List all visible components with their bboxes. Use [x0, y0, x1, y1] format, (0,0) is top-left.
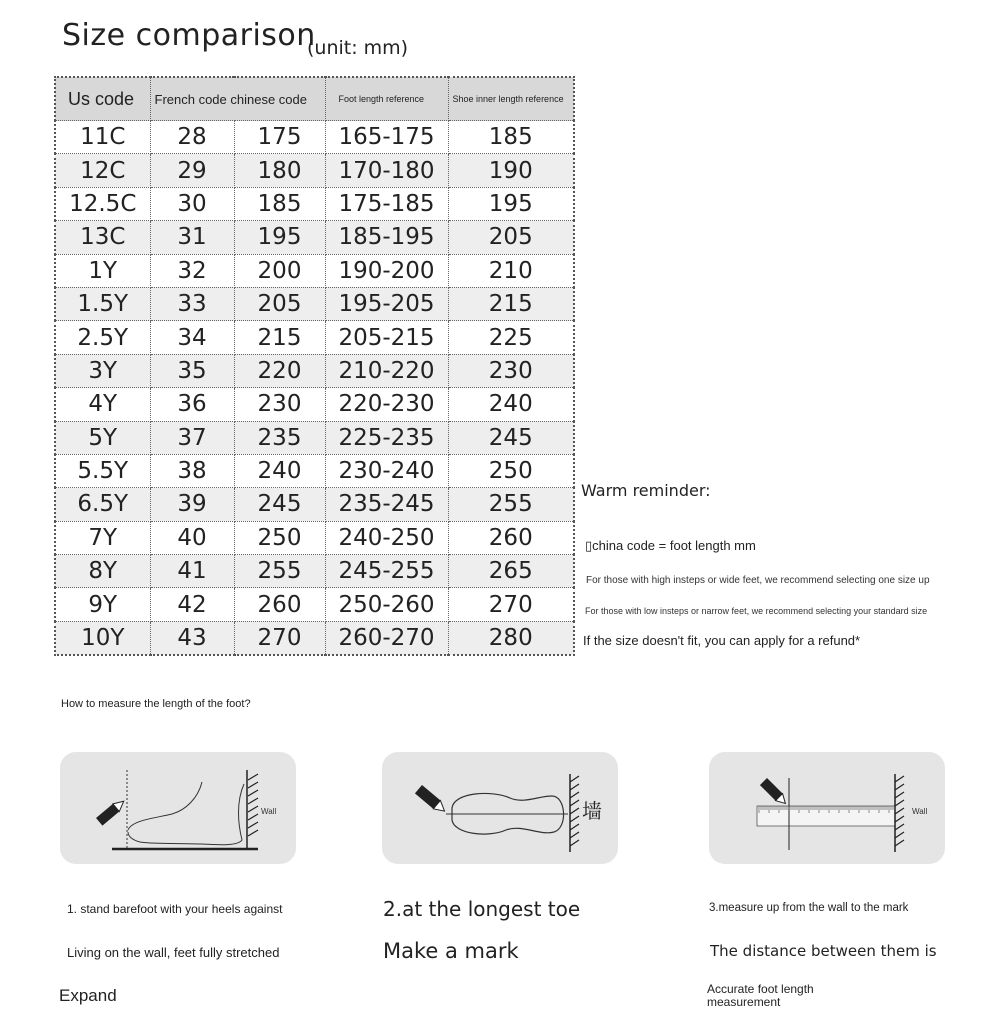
table-row: [55, 121, 574, 154]
us-code-cell: 5.5Y: [55, 454, 150, 487]
shoe-inner-length-cell: 245: [448, 421, 574, 454]
page-title: Size comparison: [62, 18, 316, 53]
chinese-code-cell: 230: [234, 388, 325, 421]
shoe-inner-length-cell: 225: [448, 321, 574, 354]
us-code-cell: 1.5Y: [55, 287, 150, 320]
shoe-inner-length-cell: 185: [448, 121, 574, 154]
step-1-line-1: 1. stand barefoot with your heels against: [67, 902, 283, 916]
chinese-code-cell: 175: [234, 121, 325, 154]
shoe-inner-length-cell: 250: [448, 454, 574, 487]
table-row: [55, 421, 574, 454]
reminder-refund: If the size doesn't fit, you can apply for a refund*: [583, 633, 861, 648]
table-row: [55, 154, 574, 187]
table-row: [55, 254, 574, 287]
step-2-line-2: Make a mark: [383, 939, 519, 963]
header-shoe-inner-length: Shoe inner length reference: [448, 77, 574, 121]
us-code-cell: 2.5Y: [55, 321, 150, 354]
french-code-cell: 41: [150, 555, 234, 588]
table-body: [55, 121, 574, 656]
chinese-code-cell: 270: [234, 621, 325, 655]
step-3-line-3: Accurate foot length measurement: [707, 982, 814, 1009]
step-2-line-1: 2.at the longest toe: [383, 897, 581, 921]
table-header-row: [55, 77, 574, 121]
shoe-inner-length-cell: 255: [448, 488, 574, 521]
step-3-line-2: The distance between them is: [710, 942, 937, 960]
header-foot-length: Foot length reference: [325, 77, 448, 121]
table-row: [55, 187, 574, 220]
chinese-code-cell: 215: [234, 321, 325, 354]
wall-label-3: Wall: [912, 807, 928, 816]
shoe-inner-length-cell: 230: [448, 354, 574, 387]
chinese-code-cell: 235: [234, 421, 325, 454]
us-code-cell: 5Y: [55, 421, 150, 454]
chinese-code-cell: 195: [234, 221, 325, 254]
illustration-longest-toe: [382, 752, 618, 864]
shoe-inner-length-cell: 260: [448, 521, 574, 554]
foot-length-cell: 245-255: [325, 555, 448, 588]
french-code-cell: 42: [150, 588, 234, 621]
foot-length-cell: 170-180: [325, 154, 448, 187]
french-code-cell: 30: [150, 187, 234, 220]
foot-length-cell: 260-270: [325, 621, 448, 655]
how-to-measure-heading: How to measure the length of the foot?: [61, 698, 251, 710]
foot-length-cell: 165-175: [325, 121, 448, 154]
french-code-cell: 31: [150, 221, 234, 254]
us-code-cell: 9Y: [55, 588, 150, 621]
ruler-icon: [709, 752, 945, 864]
french-code-cell: 43: [150, 621, 234, 655]
french-code-cell: 33: [150, 287, 234, 320]
us-code-cell: 4Y: [55, 388, 150, 421]
foot-length-cell: 230-240: [325, 454, 448, 487]
step-1-line-2: Living on the wall, feet fully stretched: [67, 945, 280, 960]
size-table: [54, 76, 575, 656]
shoe-inner-length-cell: 205: [448, 221, 574, 254]
us-code-cell: 12.5C: [55, 187, 150, 220]
header-us-code: Us code: [55, 77, 150, 121]
french-code-cell: 29: [150, 154, 234, 187]
chinese-code-cell: 200: [234, 254, 325, 287]
chinese-code-cell: 250: [234, 521, 325, 554]
header-french-chinese-code: French code chinese code: [150, 77, 325, 121]
foot-length-cell: 235-245: [325, 488, 448, 521]
step-1-line-3: Expand: [59, 986, 117, 1005]
chinese-code-cell: 245: [234, 488, 325, 521]
illustration-ruler-measurement: [709, 752, 945, 864]
us-code-cell: 12C: [55, 154, 150, 187]
foot-length-cell: 225-235: [325, 421, 448, 454]
table-row: [55, 388, 574, 421]
illustration-heel-against-wall: [60, 752, 296, 864]
table-row: [55, 221, 574, 254]
french-code-cell: 36: [150, 388, 234, 421]
us-code-cell: 13C: [55, 221, 150, 254]
foot-length-cell: 175-185: [325, 187, 448, 220]
shoe-inner-length-cell: 195: [448, 187, 574, 220]
step-3-line-1: 3.measure up from the wall to the mark: [709, 902, 909, 914]
wall-label-2: 墙: [582, 799, 602, 823]
shoe-inner-length-cell: 240: [448, 388, 574, 421]
us-code-cell: 7Y: [55, 521, 150, 554]
french-code-cell: 28: [150, 121, 234, 154]
chinese-code-cell: 260: [234, 588, 325, 621]
us-code-cell: 8Y: [55, 555, 150, 588]
table-row: [55, 588, 574, 621]
table-row: [55, 555, 574, 588]
foot-top-view-icon: [382, 752, 618, 864]
foot-length-cell: 220-230: [325, 388, 448, 421]
french-code-cell: 32: [150, 254, 234, 287]
shoe-inner-length-cell: 270: [448, 588, 574, 621]
foot-length-cell: 185-195: [325, 221, 448, 254]
chinese-code-cell: 255: [234, 555, 325, 588]
us-code-cell: 6.5Y: [55, 488, 150, 521]
table-row: [55, 287, 574, 320]
chinese-code-cell: 185: [234, 187, 325, 220]
chinese-code-cell: 180: [234, 154, 325, 187]
foot-length-cell: 205-215: [325, 321, 448, 354]
table-row: [55, 354, 574, 387]
french-code-cell: 37: [150, 421, 234, 454]
foot-length-cell: 240-250: [325, 521, 448, 554]
chinese-code-cell: 205: [234, 287, 325, 320]
table-row: [55, 621, 574, 655]
chinese-code-cell: 240: [234, 454, 325, 487]
table-row: [55, 454, 574, 487]
us-code-cell: 1Y: [55, 254, 150, 287]
french-code-cell: 35: [150, 354, 234, 387]
us-code-cell: 10Y: [55, 621, 150, 655]
reminder-china-code: ▯china code = foot length mm: [585, 538, 756, 553]
chinese-code-cell: 220: [234, 354, 325, 387]
foot-side-icon: [60, 752, 296, 864]
french-code-cell: 34: [150, 321, 234, 354]
shoe-inner-length-cell: 280: [448, 621, 574, 655]
unit-label: (unit: mm): [307, 37, 409, 59]
french-code-cell: 39: [150, 488, 234, 521]
reminder-low-insteps: For those with low insteps or narrow feet, we recommend selecting your standard size: [585, 606, 928, 616]
shoe-inner-length-cell: 215: [448, 287, 574, 320]
shoe-inner-length-cell: 210: [448, 254, 574, 287]
french-code-cell: 38: [150, 454, 234, 487]
foot-length-cell: 195-205: [325, 287, 448, 320]
shoe-inner-length-cell: 265: [448, 555, 574, 588]
foot-length-cell: 250-260: [325, 588, 448, 621]
foot-length-cell: 210-220: [325, 354, 448, 387]
reminder-title: Warm reminder:: [581, 481, 711, 500]
wall-label-1: Wall: [261, 807, 277, 816]
us-code-cell: 3Y: [55, 354, 150, 387]
french-code-cell: 40: [150, 521, 234, 554]
table-row: [55, 488, 574, 521]
reminder-high-insteps: For those with high insteps or wide feet, we recommend selecting one size up: [586, 575, 930, 586]
table-row: [55, 521, 574, 554]
us-code-cell: 11C: [55, 121, 150, 154]
foot-length-cell: 190-200: [325, 254, 448, 287]
table-row: [55, 321, 574, 354]
shoe-inner-length-cell: 190: [448, 154, 574, 187]
